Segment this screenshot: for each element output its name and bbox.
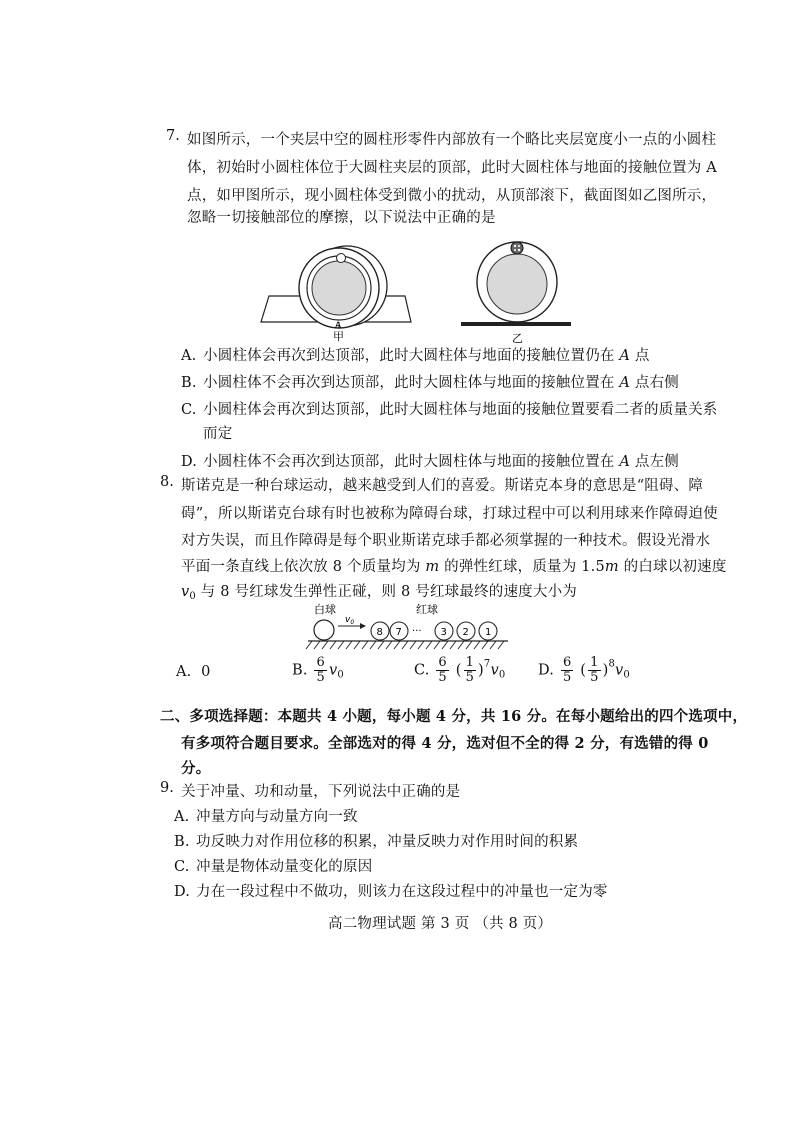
fraction: $\frac{1}{5}$	[590, 655, 599, 685]
q8-stem-line-3: 对方失误，而且作障碍是每个职业斯诺克球手都必须掌握的一种技术。假设光滑水	[181, 533, 711, 549]
q7-stem-line-3: 点，如甲图所示，现小圆柱体受到微小的扰动，从顶部滚下，截面图如乙图所示，	[187, 188, 717, 204]
white-ball-label: 白球	[314, 603, 336, 616]
inner-core	[487, 254, 547, 314]
q7-stem-line-1: 如图所示，一个夹层中空的圆柱形零件内部放有一个略比夹层宽度小一点的小圆柱	[187, 132, 717, 148]
ground-line	[461, 322, 571, 326]
small-cylinder-dot	[514, 245, 516, 247]
q7-option-b: B. 小圆柱体不会再次到达顶部，此时大圆柱体与地面的接触位置在 A 点右侧	[181, 375, 680, 391]
red-ball-1-label: 1	[485, 627, 492, 638]
q8-stem-line-2: 碍”，所以斯诺克台球有时也被称为障碍台球，打球过程中可以利用球来作障碍迫使	[181, 506, 718, 522]
q7-option-a: A. 小圆柱体会再次到达顶部，此时大圆柱体与地面的接触位置仍在 A 点	[181, 348, 650, 364]
table-hatching	[306, 641, 504, 649]
q8-option-a: A. 0	[176, 664, 211, 680]
q8-stem-line-4: 平面一条直线上依次放 8 个质量均为 m 的弹性红球，质量为 1.5m 的白球以初速度	[181, 559, 727, 575]
q7-option-c-cont: 而定	[203, 426, 233, 442]
fraction: $\frac{6}{5}$	[316, 655, 325, 685]
q7-stem-line-4: 忽略一切接触部位的摩擦，以下说法中正确的是	[187, 210, 496, 226]
q9-stem: 关于冲量、功和动量，下列说法中正确的是	[181, 784, 461, 800]
q8-option-c: C. $\frac{6}{5}$ ( $\frac{1}{5}$ )$^7v_0$	[414, 655, 506, 685]
figure-yi-caption: 乙	[512, 332, 523, 345]
figure-jia	[255, 236, 425, 342]
q8-number: 8.	[160, 474, 174, 490]
point-a-label: A	[335, 321, 342, 331]
inner-core	[312, 261, 366, 315]
small-cylinder	[511, 242, 523, 254]
q9-option-a: A. 冲量方向与动量方向一致	[174, 809, 358, 825]
q9-option-c: C. 冲量是物体动量变化的原因	[174, 859, 373, 875]
red-ball-label: 红球	[416, 603, 438, 616]
red-ball-8-label: 8	[376, 627, 383, 638]
figure-jia-caption: 甲	[333, 330, 344, 342]
page-footer: 高二物理试题 第 3 页 （共 8 页）	[328, 916, 553, 932]
small-cylinder	[337, 254, 346, 263]
section-2-line-2: 有多项符合题目要求。全部选对的得 4 分，选对但不全的得 2 分，有选错的得 0	[181, 735, 709, 752]
red-ball-3-label: 3	[440, 627, 447, 638]
section-2-line-3: 分。	[181, 760, 211, 777]
q7-number: 7.	[166, 128, 180, 144]
q7-option-d: D. 小圆柱体不会再次到达顶部，此时大圆柱体与地面的接触位置在 A 点左侧	[181, 454, 680, 470]
fraction: $\frac{6}{5}$	[438, 655, 447, 685]
section-2-heading: 二、多项选择题：本题共 4 小题，每小题 4 分，共 16 分。在每小题给出的四个选项中，	[160, 708, 748, 725]
q8-option-d: D. $\frac{6}{5}$ ( $\frac{1}{5}$ )$^8v_0$	[538, 655, 630, 685]
white-ball	[314, 620, 334, 640]
q8-option-b: B. $\frac{6}{5}$ $v_0$	[292, 655, 344, 685]
q8-stem-line-1: 斯诺克是一种台球运动，越来越受到人们的喜爱。斯诺克本身的意思是“阻碍、障	[181, 478, 704, 494]
q7-stem-line-2: 体，初始时小圆柱体位于大圆柱夹层的顶部，此时大圆柱体与地面的接触位置为 A	[187, 160, 717, 176]
q8-stem-line-5: $v_0$ 与 8 号红球发生弹性正碰，则 8 号红球最终的速度大小为	[181, 584, 577, 602]
figure-yi	[455, 236, 575, 346]
q9-option-b: B. 功反映力对作用位移的积累，冲量反映力对作用时间的积累	[174, 834, 579, 850]
q9-number: 9.	[160, 780, 174, 796]
red-ball-2-label: 2	[462, 627, 469, 638]
red-ball-ellipsis: ···	[412, 626, 422, 637]
fraction: $\frac{6}{5}$	[562, 655, 572, 685]
fraction: $\frac{1}{5}$	[465, 655, 475, 685]
velocity-arrowhead	[360, 623, 366, 629]
red-ball-7-label: 7	[395, 627, 402, 638]
figure-balls	[300, 600, 520, 658]
small-cylinder-dot	[518, 249, 520, 251]
velocity-label: $v_0$	[345, 615, 355, 626]
small-cylinder-dot	[518, 245, 520, 247]
q7-option-c: C. 小圆柱体会再次到达顶部，此时大圆柱体与地面的接触位置要看二者的质量关系	[181, 402, 718, 418]
q9-option-d: D. 力在一段过程中不做功，则该力在这段过程中的冲量也一定为零	[174, 884, 608, 900]
small-cylinder-dot	[514, 249, 516, 251]
